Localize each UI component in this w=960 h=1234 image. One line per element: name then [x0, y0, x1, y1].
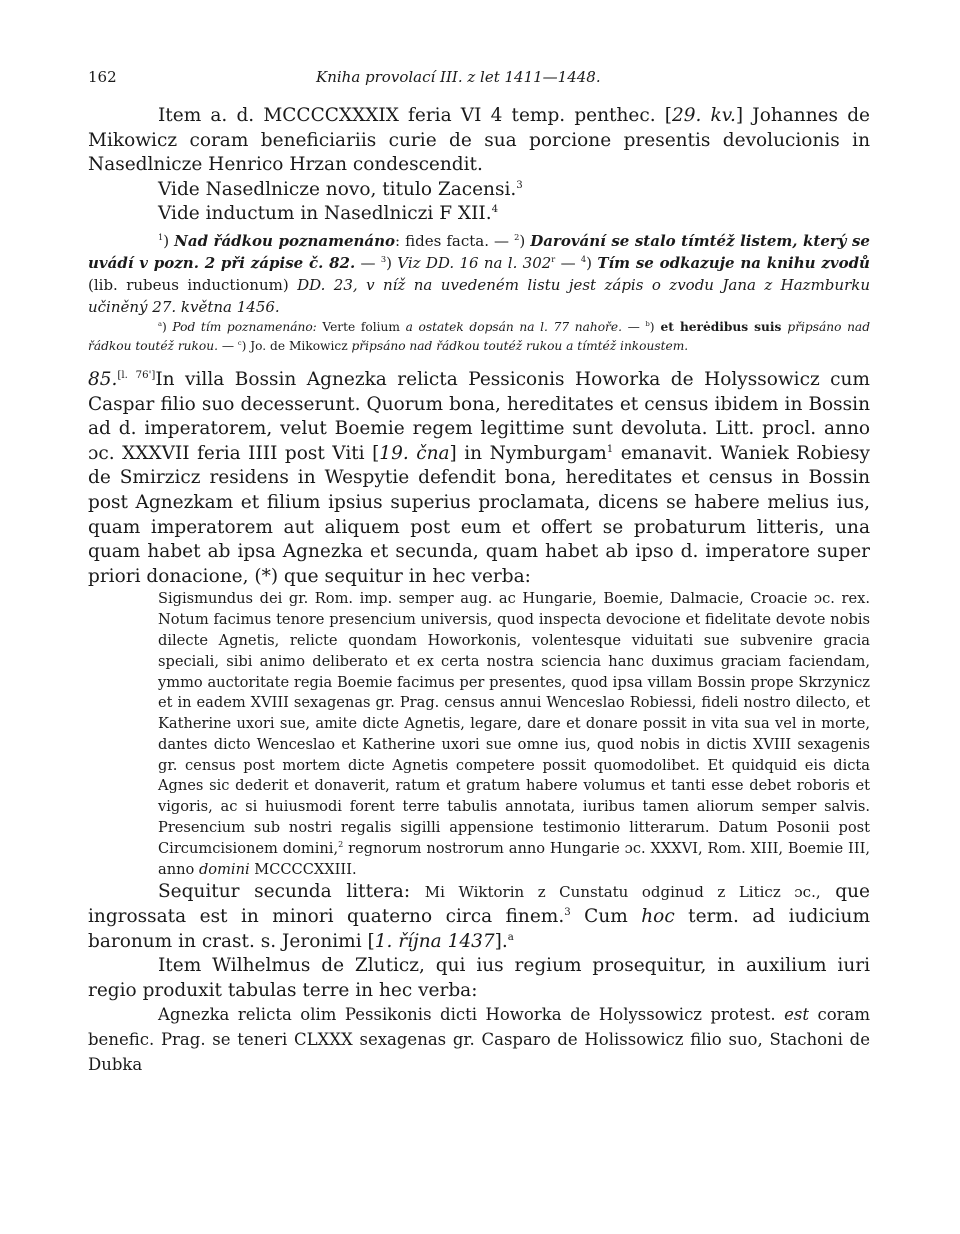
final-text: coram benefic. Prag. se teneri CLXXX sexagenas gr. Casparo de Holissowicz filio suo, Stachoni de Dubka	[88, 1005, 870, 1074]
final-paragraph	[88, 1003, 870, 1077]
footnote-text: připsáno nad řádkou toutéž rukou.	[88, 319, 870, 353]
footnote-text: Jo. de Mikowicz	[246, 338, 352, 353]
entry-date: 29. kv.	[671, 105, 736, 126]
charter-quotation	[158, 589, 870, 880]
footnote-text: : fides facta. —	[395, 231, 515, 250]
charter-text: MCCCCXXIII.	[249, 860, 357, 878]
footnote-mark: 2	[514, 231, 520, 242]
running-title: Kniha provolací III. z let 1411—1448.	[316, 68, 601, 86]
footnote-text: a ostatek dopsán na l. 77 nahoře.	[405, 319, 622, 334]
footnote-text: (lib. rubeus inductionum)	[88, 275, 298, 294]
item-text: Item Wilhelmus de Zluticz, qui ius regium prosequitur, in auxilium iuri regio produxit tabulas terre in hec verba:	[88, 955, 870, 1001]
entry-text: ] in Nymburgam	[449, 442, 607, 464]
sequitur-text: Sequitur secunda littera:	[158, 881, 425, 903]
footnote-text: Verte folium	[316, 319, 406, 334]
entry-text: In villa Bossin Agnezka relicta Pessiconis Howorka de Holyssowicz cum Caspar filio suo decesserunt. Quorum bona, hereditates et census ibidem in Bossin ad d. imperatorem, velut Boemie regem legittime sunt devoluta. Litt. procl. anno ɔc. XXXVII feria IIII post Viti [	[88, 368, 870, 464]
footnote-ref: 4	[491, 204, 499, 216]
footnote-separator: —	[355, 253, 381, 272]
vide-text: Vide inductum in Nasedlniczi F XII.	[158, 203, 492, 225]
entry-paragraph	[88, 104, 870, 178]
footnotes-letters: $^a$) Pod tím poznamenáno: Verte folium a ostatek dopsán na l. 77 nahoře. — $^b$) et herėdibus suis připsáno nad řádkou toutéž rukou. — $^c$) Jo. de Mikowicz připsáno nad řádkou toutéž rukou a tímtéž inkoustem.	[88, 319, 870, 353]
item-paragraph	[88, 954, 870, 1003]
sequitur-quote: Mi Wiktorin z Cunstatu odginud z Liticz ɔc.,	[424, 883, 821, 902]
footnote-ref: 3	[564, 906, 571, 918]
charter-text: domini	[198, 860, 250, 878]
entry-date: 19. čna	[379, 442, 450, 464]
footnote-text: Nad řádkou poznamenáno	[174, 231, 396, 250]
sequitur-text: que ingrossata est in minori quaterno circa finem.	[88, 881, 870, 928]
footnote-mark: b	[645, 319, 650, 328]
footnote-mark: c	[237, 338, 242, 347]
vide-line	[88, 202, 870, 227]
running-head	[88, 68, 870, 92]
page-number: 162	[88, 68, 117, 86]
entry-text: ] Johannes de Mikowicz coram beneficiariis curie de sua porcione presentis devolucionis in Nasedlnicze Henrico Hrzan condescendit.	[88, 105, 870, 176]
footnote-text: DD. 23, v níž na uvedeném listu jest zápis o zvodu Jana z Hazmburku učiněný 27. května 1456.	[88, 275, 870, 316]
footnote-ref: 3	[516, 179, 523, 191]
footnotes-numeric: $^1$) Nad řádkou poznamenáno: fides facta. — $^2$) Darování se stalo tímtéž listem, který se uvádí v pozn. 2 při zápise č. 82. — $^3$) Viz DD. 16 na l. 302$^r$ — $^4$) Tím se odkazuje na knihu zvodů (lib. rubeus inductionum) DD. 23, v níž na uvedeném listu jest zápis o zvodu Jana z Hazmburku učiněný 27. května 1456.	[88, 231, 870, 316]
sequitur-text: ].	[494, 930, 508, 952]
footnote-mark: 4	[580, 253, 587, 264]
entry-text: emanavit. Waniek Robiesy de Smirzicz residens in Wespytie defendit bona, hereditates et census in Bossin post Agnezkam et filium ipsius superius proclamata, dicens se habere melius ius, quam imperatorem aut aliquem post eum et offert se probaturum litteris, una quam habet ab ipsa Agnezka et secunda, quam habet ab ipso d. imperatore super priori donacione, (*) que sequitur in hec verba:	[88, 442, 871, 587]
entry-number: 85.	[88, 368, 118, 390]
entry-85	[88, 368, 870, 589]
sequitur-date: 1. října 1437	[374, 930, 495, 952]
footnote-text: Tím se odkazuje na knihu zvodů	[597, 253, 870, 272]
charter-text: Sigismundus dei gr. Rom. imp. semper aug. ac Hungarie, Boemie, Dalmacie, Croacie ɔc. rex. Notum facimus tenore presencium universis, quod inspecta devocione et fidelitate devote nobis dilecte Agnetis, relicte quondam Howorkonis, volentesque viduitati sue subvenire gracia speciali, sibi animo deliberato et ex certa nostra sciencia hanc duximus graciam faciendam, ymmo auctoritate regia Boemie facimus per presentes, quod ipsa villam Bossin prope Skrzynicz et in eadem XVIII sexagenas gr. Prag. census annui Wenceslao Robiessi, fideli nostro dilecto, et Katherine uxori sue, amite dicte Agnetis, legare, dare et donare possit in vita sua vel in morte, dantes dicto Wenceslao et Katherine uxori sue omne ius, quod nobis in dictis XVIII sexagenis gr. census post mortem dicte Agnetis competere possit quomodolibet. Et quidquid eis dicta Agnes sic dederit et donaverit, ratum et gratum habere volumus et tanti esse debet roboris et vigoris, ac si huiusmodi forent terre tabulis annotata, iuribus tamen aliorum semper salvis. Presencium sub nostri regalis sigilli appensione testimonio litterarum. Datum Posonii post Circumcisionem domini,	[158, 590, 870, 857]
footnote-ref: 1	[606, 443, 614, 455]
sequitur-text: hoc	[641, 906, 675, 928]
vide-line	[88, 178, 870, 203]
final-text: est	[784, 1005, 809, 1025]
final-text: Agnezka relicta olim Pessikonis dicti Howorka de Holyssowicz protest.	[158, 1005, 785, 1025]
vide-text: Vide Nasedlnicze novo, titulo Zacensi.	[158, 178, 517, 200]
folio-ref: [l. 76']	[117, 369, 156, 381]
footnote-mark: 1	[158, 231, 164, 242]
footnote-text: Viz DD. 16 na l. 302	[397, 253, 552, 272]
entry-text: Item a. d. MCCCCXXXIX feria VI 4 temp. penthec. [	[158, 105, 672, 126]
footnote-text: Darování se stalo tímtéž listem, který se uvádí v pozn. 2 při zápise č. 82.	[88, 231, 870, 272]
footnote-text: et herėdibus suis	[654, 319, 788, 334]
footnote-ref: 2	[338, 840, 344, 850]
footnote-text: připsáno nad řádkou toutéž rukou a tímtéž inkoustem.	[351, 338, 689, 353]
footnote-separator: —	[555, 253, 581, 272]
sequitur-text: term. ad iudicium baronum in crast. s. Jeronimi [	[88, 906, 870, 952]
sequitur-paragraph	[88, 880, 870, 954]
footnote-mark: a	[158, 319, 162, 328]
footnote-text: r	[551, 253, 556, 264]
footnote-text: Pod tím poznamenáno:	[172, 319, 317, 334]
document-page	[88, 68, 870, 1077]
sequitur-text: Cum	[570, 906, 642, 928]
footnote-ref: a	[507, 931, 514, 943]
charter-text: regnorum nostrorum anno Hungarie ɔc. XXXVI, Rom. XIII, Boemie III, anno	[158, 839, 870, 878]
footnote-mark: 3	[380, 253, 387, 264]
